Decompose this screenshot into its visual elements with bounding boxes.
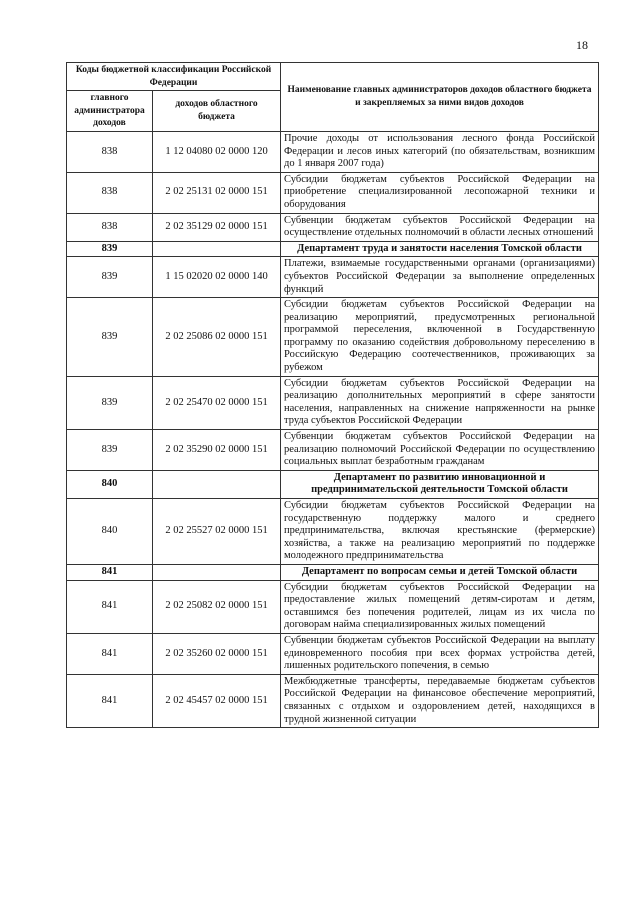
income-name-cell: Субвенции бюджетам субъектов Российской Федерации на реализацию полномочий Российской Федерации по осуществлению социальных выплат безработным гражданам — [281, 430, 599, 471]
admin-code-cell: 838 — [67, 172, 153, 213]
admin-code-cell: 840 — [67, 499, 153, 565]
table-row — [67, 172, 599, 213]
income-code-cell: 2 02 35290 02 0000 151 — [153, 430, 281, 471]
admin-code-cell: 839 — [67, 241, 153, 257]
admin-code-cell: 838 — [67, 131, 153, 172]
admin-code-cell: 840 — [67, 470, 153, 498]
income-code-cell — [153, 564, 281, 580]
table-row — [67, 633, 599, 674]
income-name-cell: Субсидии бюджетам субъектов Российской Федерации на реализацию мероприятий, предусмотренных региональной программой переселения, включенной в Государственную программу по оказанию содействия добровольному переселению в Российскую Федерацию соотечественников, проживающих за рубежом — [281, 298, 599, 377]
header-administrator-name: Наименование главных администраторов доходов областного бюджета и закрепляемых за ними видов доходов — [281, 63, 599, 132]
income-code-cell: 2 02 45457 02 0000 151 — [153, 674, 281, 727]
income-code-cell: 2 02 25082 02 0000 151 — [153, 580, 281, 633]
income-name-cell: Платежи, взимаемые государственными органами (организациями) субъектов Российской Федерации за выполнение определенных функций — [281, 257, 599, 298]
income-name-cell: Субсидии бюджетам субъектов Российской Федерации на реализацию дополнительных мероприятий в сфере занятости населения, направленных на снижение напряженности на рынке труда субъектов Российской Федерации — [281, 376, 599, 429]
table-row — [67, 499, 599, 565]
admin-code-cell: 841 — [67, 564, 153, 580]
admin-code-cell: 839 — [67, 376, 153, 429]
income-name-cell: Межбюджетные трансферты, передаваемые бюджетам субъектов Российской Федерации на финансовое обеспечение мероприятий, связанных с отдыхом и оздоровлением детей, находящихся в трудной жизненной ситуации — [281, 674, 599, 727]
income-code-cell: 2 02 25086 02 0000 151 — [153, 298, 281, 377]
page-number: 18 — [576, 38, 588, 52]
admin-code-cell: 838 — [67, 213, 153, 241]
department-name-cell: Департамент по развитию инновационной и предпринимательской деятельности Томской области — [281, 470, 599, 498]
table-row — [67, 430, 599, 471]
income-code-cell: 2 02 35260 02 0000 151 — [153, 633, 281, 674]
admin-code-cell: 841 — [67, 580, 153, 633]
table-row — [67, 376, 599, 429]
header-classification-codes: Коды бюджетной классификации Российской Федерации — [67, 63, 281, 91]
income-name-cell: Прочие доходы от использования лесного фонда Российской Федерации и лесов иных категорий (по обязательствам, возникшим до 1 января 2007 года) — [281, 131, 599, 172]
table-body — [67, 131, 599, 727]
income-name-cell: Субвенции бюджетам субъектов Российской Федерации на выплату единовременного пособия при всех формах устройства детей, лишенных родительского попечения, в семью — [281, 633, 599, 674]
admin-code-cell: 839 — [67, 298, 153, 377]
department-row — [67, 564, 599, 580]
admin-code-cell: 839 — [67, 257, 153, 298]
department-row — [67, 470, 599, 498]
income-code-cell: 1 12 04080 02 0000 120 — [153, 131, 281, 172]
table-row — [67, 257, 599, 298]
income-code-cell: 1 15 02020 02 0000 140 — [153, 257, 281, 298]
income-code-cell: 2 02 25470 02 0000 151 — [153, 376, 281, 429]
admin-code-cell: 841 — [67, 674, 153, 727]
income-code-cell — [153, 241, 281, 257]
table-row — [67, 298, 599, 377]
header-income-code: доходов областного бюджета — [153, 91, 281, 132]
income-code-cell: 2 02 35129 02 0000 151 — [153, 213, 281, 241]
department-name-cell: Департамент по вопросам семьи и детей Томской области — [281, 564, 599, 580]
table-row — [67, 580, 599, 633]
table-row — [67, 213, 599, 241]
table-row — [67, 674, 599, 727]
income-code-cell: 2 02 25131 02 0000 151 — [153, 172, 281, 213]
table-row — [67, 131, 599, 172]
budget-codes-table — [66, 62, 599, 728]
income-name-cell: Субсидии бюджетам субъектов Российской Федерации на приобретение специализированной лесопожарной техники и оборудования — [281, 172, 599, 213]
income-name-cell: Субвенции бюджетам субъектов Российской Федерации на осуществление отдельных полномочий в области лесных отношений — [281, 213, 599, 241]
admin-code-cell: 841 — [67, 633, 153, 674]
income-name-cell: Субсидии бюджетам субъектов Российской Федерации на предоставление жилых помещений детям-сиротам и детям, оставшимся без попечения родителей, лицам из их числа по договорам найма специализированных жилых помещений — [281, 580, 599, 633]
header-admin-code: главного администратора доходов — [67, 91, 153, 132]
income-name-cell: Субсидии бюджетам субъектов Российской Федерации на государственную поддержку малого и среднего предпринимательства, включая крестьянские (фермерские) хозяйства, а также на реализацию мероприятий по поддержке молодежного предпринимательства — [281, 499, 599, 565]
department-name-cell: Департамент труда и занятости населения Томской области — [281, 241, 599, 257]
income-code-cell: 2 02 25527 02 0000 151 — [153, 499, 281, 565]
admin-code-cell: 839 — [67, 430, 153, 471]
department-row — [67, 241, 599, 257]
income-code-cell — [153, 470, 281, 498]
